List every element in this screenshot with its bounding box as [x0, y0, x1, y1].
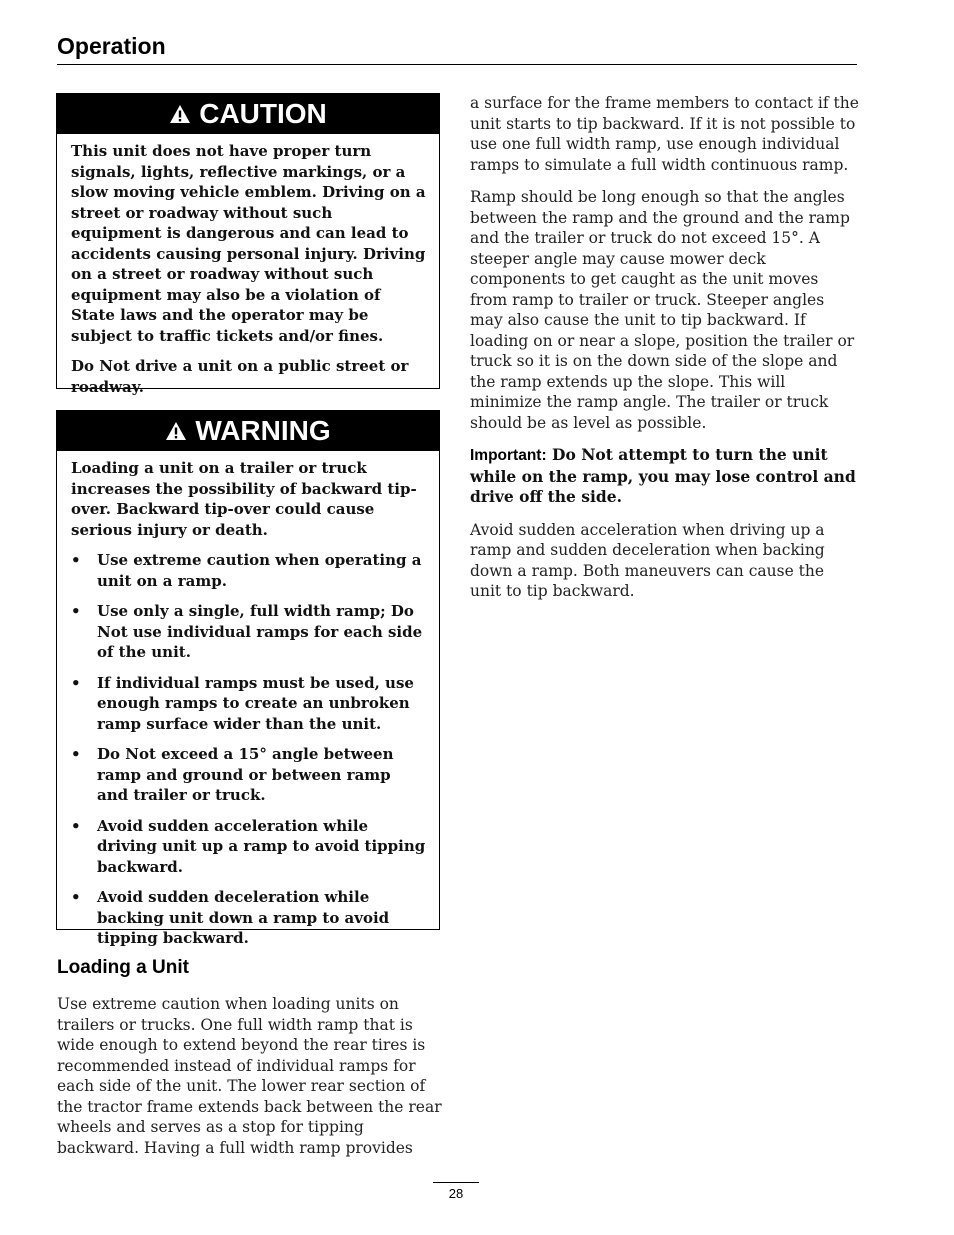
list-item-text: If individual ramps must be used, use enough ramps to create an unbroken ramp surface wider than the unit. [97, 673, 414, 733]
bullet-mark: • [71, 816, 81, 835]
bullet-mark: • [71, 673, 81, 692]
warning-intro: Loading a unit on a trailer or truck increases the possibility of backward tip-over. Backward tip-over could cause serious injury or death. [71, 459, 417, 539]
warning-box [56, 410, 440, 947]
list-item [71, 601, 426, 663]
list-item [71, 887, 426, 949]
bullet-mark: • [71, 551, 81, 569]
caution-paragraph: This unit does not have proper turn signals, lights, reflective markings, or a slow moving vehicle emblem. Driving on a street or roadway without such equipment is dangerous and can lead to accidents causing personal injury. Driving on a street or roadway without such equipment may also be a violation of State laws and the operator may be subject to traffic tickets and/or fines. [71, 142, 426, 345]
list-item-text: Do Not exceed a 15° angle between ramp and ground or between ramp and trailer or truck. [97, 745, 394, 804]
page-number-rule [433, 1182, 479, 1183]
right-column [470, 93, 860, 614]
list-item [71, 550, 426, 591]
loading-paragraph-left: Use extreme caution when loading units on trailers or trucks. One full width ramp that is wide enough to extend beyond the rear tires is recommended instead of individual ramps for each side of the unit. The lower rear section of the tractor frame extends back between the rear wheels and serves as a stop for tipping backward. Having a full width ramp provides [57, 995, 442, 1157]
warning-header [57, 411, 439, 451]
page-number: 28 [448, 1186, 464, 1201]
caution-paragraph: Do Not drive a unit on a public street or roadway. [71, 357, 409, 396]
caution-body [57, 134, 439, 397]
caution-title: CAUTION [199, 98, 327, 129]
loading-heading: Loading a Unit [57, 957, 189, 978]
list-item-text: Use extreme caution when operating a unit on a ramp. [97, 551, 422, 590]
bullet-mark: • [71, 888, 81, 906]
important-text: Do Not attempt to turn the unit while on the ramp, you may lose control and drive off the side. [470, 445, 856, 506]
bullet-mark: • [71, 602, 81, 620]
warning-title: WARNING [195, 415, 331, 446]
loading-paragraph: Ramp should be long enough so that the angles between the ramp and the ground and the ramp and the trailer or truck do not exceed 15°. A steeper angle may cause mower deck components to get caught as the unit moves from ramp to trailer or truck. Steeper angles may also cause the unit to tip backward. If loading on or near a slope, position the trailer or truck so it is on the down side of the slope and the ramp extends up the slope. This will minimize the ramp angle. The trailer or truck should be as level as possible. [470, 188, 855, 432]
warning-list [71, 550, 426, 949]
header-rule [57, 64, 857, 65]
warning-triangle-icon [165, 421, 187, 441]
loading-paragraph: Avoid sudden acceleration when driving up a ramp and sudden deceleration when backing down a ramp. Both maneuvers can cause the unit to tip backward. [470, 520, 825, 600]
section-title: Operation [57, 33, 166, 59]
warning-body [57, 451, 439, 949]
list-item-text: Avoid sudden deceleration while backing unit down a ramp to avoid tipping backward. [97, 888, 390, 947]
list-item-text: Avoid sudden acceleration while driving unit up a ramp to avoid tipping backward. [97, 816, 426, 876]
important-note [470, 445, 860, 508]
list-item-text: Use only a single, full width ramp; Do Not use individual ramps for each side of the unit. [97, 602, 423, 661]
warning-triangle-icon [169, 104, 191, 124]
loading-paragraph: a surface for the frame members to contact if the unit starts to tip backward. If it is not possible to use one full width ramp, use enough individual ramps to simulate a full width continuous ramp. [470, 94, 859, 174]
list-item [71, 673, 426, 735]
caution-box [56, 93, 440, 396]
bullet-mark: • [71, 745, 81, 763]
caution-header [57, 94, 439, 134]
list-item [71, 816, 426, 878]
list-item [71, 744, 426, 806]
important-label: Important: [470, 447, 547, 464]
